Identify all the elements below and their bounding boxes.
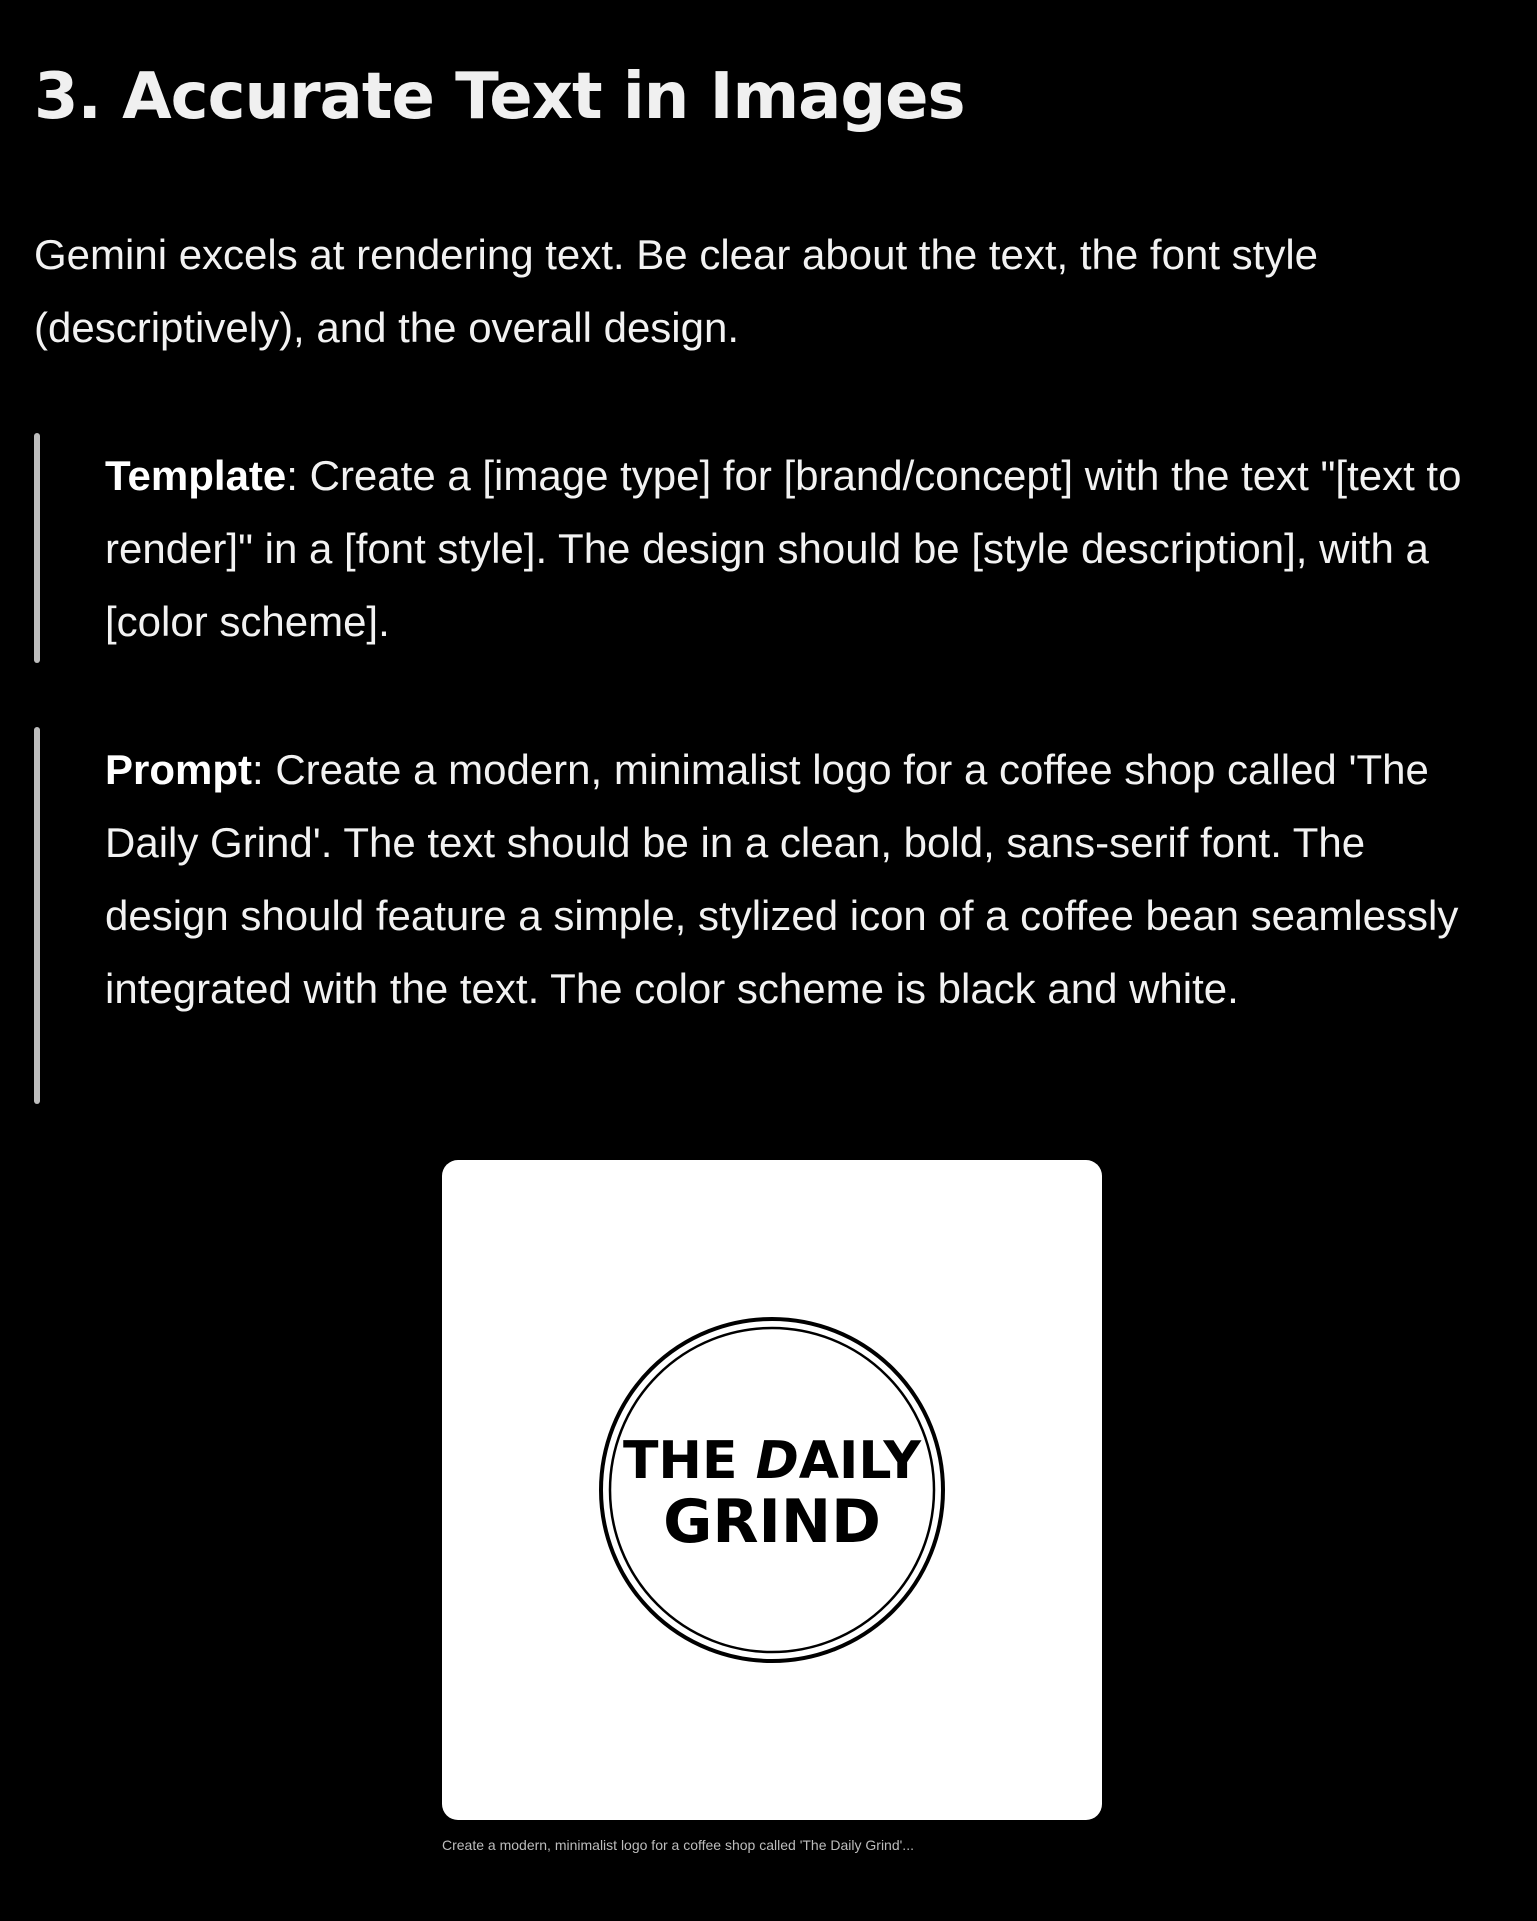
logo-line-1-prefix: THE — [622, 1431, 756, 1491]
prompt-blockquote — [34, 727, 1494, 1104]
blockquote-bar — [34, 727, 40, 1104]
prompt-paragraph — [34, 727, 1494, 1025]
coffee-bean-d-glyph: D — [755, 1431, 799, 1491]
section-heading: 3. Accurate Text in Images — [34, 60, 965, 134]
template-paragraph — [34, 433, 1494, 658]
template-text: : Create a [image type] for [brand/concept] with the text "[text to render]" in a [font style]. The design should be [style description], with a [color scheme]. — [105, 452, 1462, 645]
template-label: Template — [105, 452, 287, 499]
logo-line-1-suffix: AILY — [798, 1431, 922, 1491]
prompt-text: : Create a modern, minimalist logo for a coffee shop called 'The Daily Grind'. The text should be in a clean, bold, sans-serif font. The design should feature a simple, stylized icon of a coffee bean seamlessly integrated with the text. The color scheme is black and white. — [105, 746, 1459, 1012]
figure-caption: Create a modern, minimalist logo for a coffee shop called 'The Daily Grind'... — [442, 1837, 914, 1853]
template-blockquote — [34, 433, 1494, 663]
logo-line-2: GRIND — [663, 1487, 881, 1557]
intro-paragraph: Gemini excels at rendering text. Be clear about the text, the font style (descriptively), and the overall design. — [34, 231, 1319, 351]
logo-line-1 — [623, 1431, 922, 1491]
coffee-logo-image — [442, 1160, 1102, 1820]
prompt-label: Prompt — [105, 746, 252, 793]
blockquote-bar — [34, 433, 40, 663]
generated-image-figure — [442, 1160, 1102, 1854]
generated-image-card[interactable] — [442, 1160, 1102, 1820]
